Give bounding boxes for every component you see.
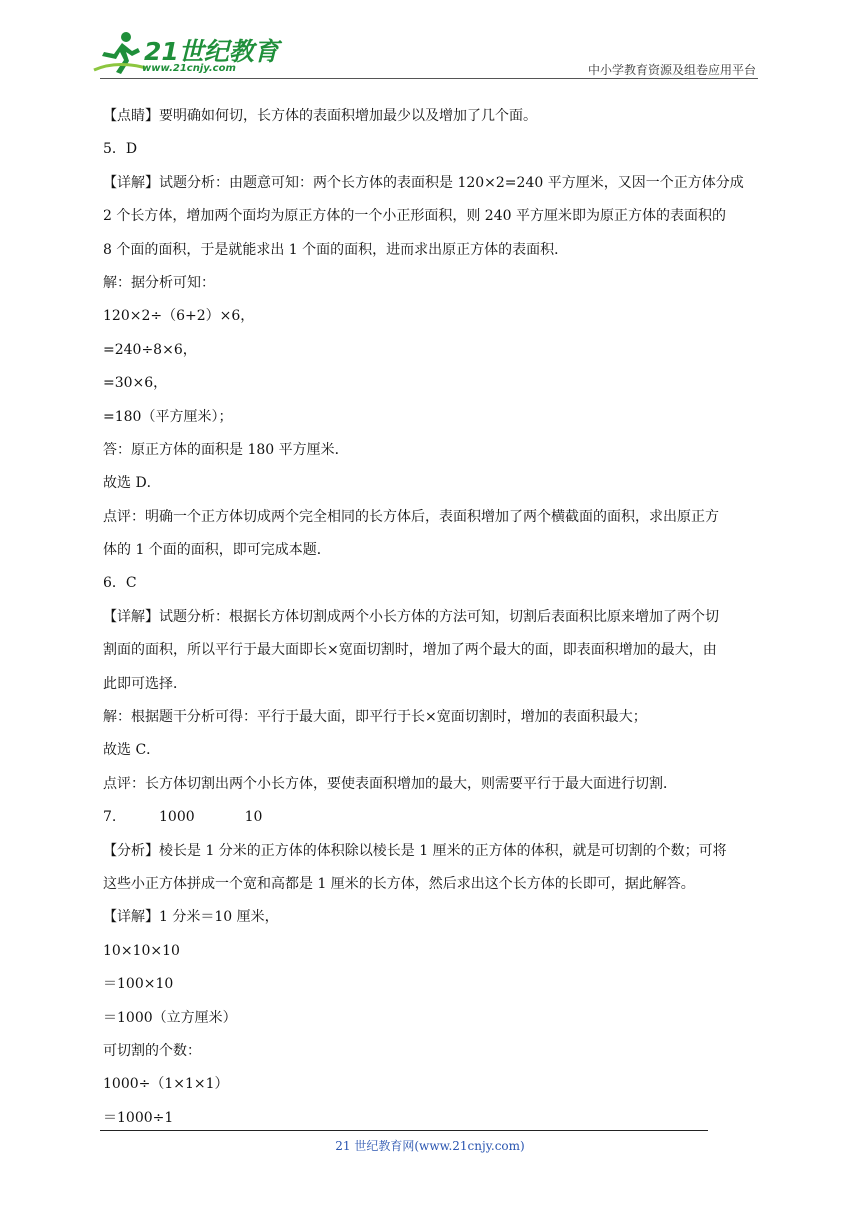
text-line: 2 个长方体，增加两个面均为原正方体的一个小正形面积，则 240 平方厘米即为原正方体的表面积的	[103, 208, 726, 225]
question-number: 7.	[103, 809, 117, 826]
text-line: 8 个面的面积，于是就能求出 1 个面的面积，进而求出原正方体的表面积．	[103, 241, 569, 258]
logo-text: 21世纪教育	[144, 37, 279, 66]
text-line: 体的 1 个面的面积，即可完成本题．	[103, 542, 331, 559]
text-line: 【点睛】要明确如何切，长方体的表面积增加最少以及增加了几个面。	[103, 108, 537, 124]
text-line: 5．D	[103, 141, 138, 158]
footer-link[interactable]: 21 世纪教育网(www.21cnjy.com)	[335, 1139, 525, 1153]
text-line: 解：根据题干分析可得：平行于最大面，即平行于长×宽面切割时，增加的表面积最大；	[103, 709, 647, 726]
text-line: 【分析】棱长是 1 分米的正方体的体积除以棱长是 1 厘米的正方体的体积，就是可切割的个数；可将	[103, 842, 727, 859]
text-line: ＝1000（立方厘米）	[103, 1009, 237, 1026]
text-line: 1000÷（1×1×1）	[103, 1076, 229, 1093]
answer-blank-1: 1000	[159, 809, 195, 826]
footer-divider	[100, 1130, 708, 1131]
text-line: 10×10×10	[103, 942, 180, 959]
text-line: 【详解】1 分米＝10 厘米，	[103, 909, 279, 926]
text-line: 【详解】试题分析：根据长方体切割成两个小长方体的方法可知，切割后表面积比原来增加了两个切	[103, 608, 719, 625]
page-header	[0, 0, 860, 82]
text-line: 答：原正方体的面积是 180 平方厘米．	[103, 441, 349, 458]
platform-name: 中小学教育资源及组卷应用平台	[587, 63, 756, 77]
text-line: 故选 C．	[103, 742, 161, 759]
text-line: 点评：明确一个正方体切成两个完全相同的长方体后，表面积增加了两个横截面的面积，求出原正方	[103, 508, 719, 525]
answer-blank-2: 10	[244, 809, 263, 826]
header-divider	[100, 78, 758, 79]
text-line: 6．C	[103, 575, 137, 592]
text-line: 解：据分析可知：	[103, 274, 215, 291]
text-line: 【详解】试题分析：由题意可知：两个长方体的表面积是 120×2=240 平方厘米，又因一个正方体分成	[103, 174, 744, 191]
logo-url: www.21cnjy.com	[142, 63, 236, 74]
text-line: 此即可选择．	[103, 675, 187, 692]
site-logo[interactable]	[92, 30, 279, 82]
text-line: 可切割的个数：	[103, 1042, 201, 1059]
document-body	[103, 100, 763, 1135]
text-line: ＝1000÷1	[103, 1109, 174, 1126]
text-line: 这些小正方体拼成一个宽和高都是 1 厘米的长方体，然后求出这个长方体的长即可，据此解答。	[103, 875, 695, 892]
text-line: ＝100×10	[103, 976, 174, 993]
answer-7-line	[103, 801, 763, 834]
text-line: 故选 D．	[103, 475, 161, 492]
text-line: =180（平方厘米）；	[103, 408, 233, 425]
runner-icon	[92, 30, 148, 76]
text-line: =30×6，	[103, 375, 168, 392]
text-line: 割面的面积，所以平行于最大面即长×宽面切割时，增加了两个最大的面，即表面积增加的最大，由	[103, 642, 717, 659]
text-line: 120×2÷（6+2）×6，	[103, 308, 255, 325]
text-line: =240÷8×6，	[103, 341, 197, 358]
text-line: 点评：长方体切割出两个小长方体，要使表面积增加的最大，则需要平行于最大面进行切割．	[103, 775, 677, 792]
